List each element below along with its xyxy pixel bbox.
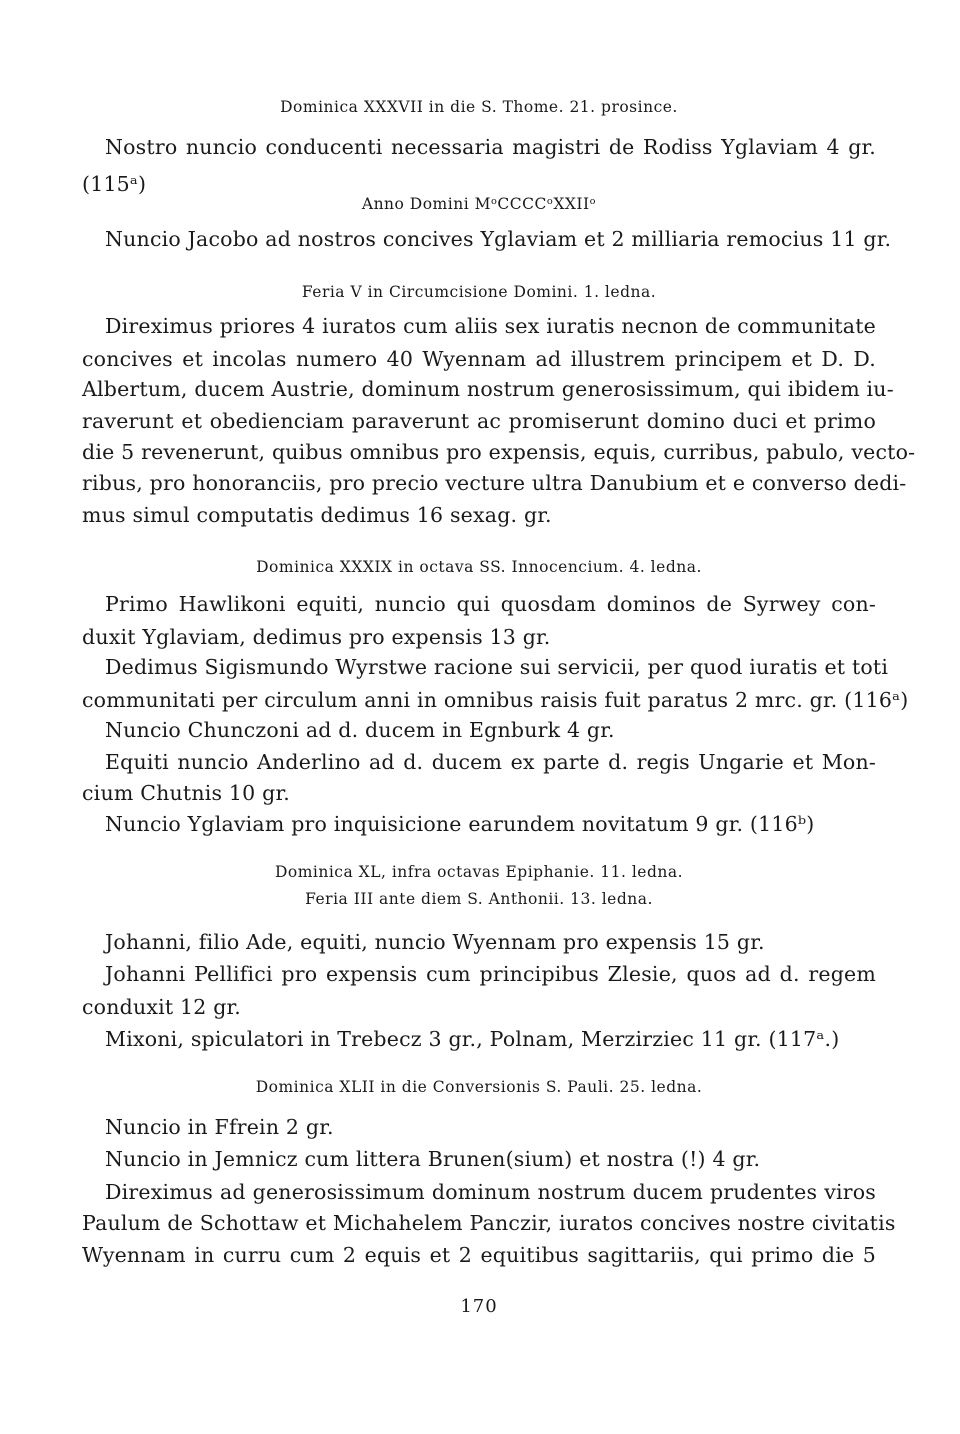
- section-heading: Dominica XXXVII in die S. Thome. 21. prosince.: [280, 98, 678, 116]
- section-heading: Dominica XL, infra octavas Epiphanie. 11. ledna.: [274, 863, 684, 881]
- text-line: Nuncio Chunczoni ad d. ducem in Egnburk 4 gr.: [105, 718, 615, 742]
- text-line: Nuncio Yglaviam pro inquisicione earundem novitatum 9 gr. (116ᵇ): [105, 812, 815, 836]
- text-line: Albertum, ducem Austrie, dominum nostrum generosissimum, qui ibidem iu-: [82, 377, 894, 401]
- text-line: communitati per circulum anni in omnibus raisis fuit paratus 2 mrc. gr. (116ᵃ): [82, 688, 909, 712]
- text-line: Primo Hawlikoni equiti, nuncio qui quosdam dominos de Syrwey con-: [105, 592, 876, 616]
- text-line: Nostro nuncio conducenti necessaria magistri de Rodiss Yglaviam 4 gr.: [105, 135, 876, 159]
- text-line: duxit Yglaviam, dedimus pro expensis 13 gr.: [82, 625, 551, 649]
- text-line: raverunt et obedienciam paraverunt ac promiserunt domino duci et primo: [82, 409, 876, 433]
- section-heading: Dominica XLII in die Conversionis S. Pauli. 25. ledna.: [255, 1078, 703, 1096]
- text-line: Direximus priores 4 iuratos cum aliis sex iuratis necnon de communitate: [105, 314, 876, 338]
- text-line: ribus, pro honoranciis, pro precio vecture ultra Danubium et e converso dedi-: [82, 471, 907, 495]
- text-line: mus simul computatis dedimus 16 sexag. gr.: [82, 503, 552, 527]
- text-line: Nuncio Jacobo ad nostros concives Yglaviam et 2 milliaria remocius 11 gr.: [105, 227, 892, 251]
- section-heading: Dominica XXXIX in octava SS. Innocencium. 4. ledna.: [256, 558, 702, 576]
- text-line: conduxit 12 gr.: [82, 995, 242, 1019]
- text-line: concives et incolas numero 40 Wyennam ad illustrem principem et D. D.: [82, 347, 876, 371]
- text-line: Nuncio in Jemnicz cum littera Brunen(sium) et nostra (!) 4 gr.: [105, 1147, 761, 1171]
- text-line: Direximus ad generosissimum dominum nostrum ducem prudentes viros: [105, 1180, 876, 1204]
- text-line: die 5 revenerunt, quibus omnibus pro expensis, equis, curribus, pabulo, vecto-: [82, 440, 916, 464]
- text-line: Nuncio in Ffrein 2 gr.: [105, 1115, 334, 1139]
- text-line: Johanni, filio Ade, equiti, nuncio Wyennam pro expensis 15 gr.: [105, 930, 765, 954]
- section-heading: Anno Domini MᵒCCCCᵒXXIIᵒ: [361, 195, 597, 213]
- text-line: Wyennam in curru cum 2 equis et 2 equitibus sagittariis, qui primo die 5: [82, 1243, 876, 1267]
- section-heading: Feria V in Circumcisione Domini. 1. ledna.: [301, 283, 657, 301]
- text-line: Johanni Pellifici pro expensis cum principibus Zlesie, quos ad d. regem: [105, 962, 876, 986]
- text-line: cium Chutnis 10 gr.: [82, 781, 290, 805]
- section-heading: Feria III ante diem S. Anthonii. 13. ledna.: [305, 890, 653, 908]
- page-number: 170: [460, 1296, 498, 1317]
- text-line: (115ᵃ): [82, 172, 147, 196]
- text-line: Mixoni, spiculatori in Trebecz 3 gr., Polnam, Merzirziec 11 gr. (117ᵃ.): [105, 1027, 840, 1051]
- text-line: Paulum de Schottaw et Michahelem Panczir, iuratos concives nostre civitatis: [82, 1211, 896, 1235]
- text-line: Equiti nuncio Anderlino ad d. ducem ex parte d. regis Ungarie et Mon-: [105, 750, 876, 774]
- text-line: Dedimus Sigismundo Wyrstwe racione sui servicii, per quod iuratis et toti: [105, 655, 889, 679]
